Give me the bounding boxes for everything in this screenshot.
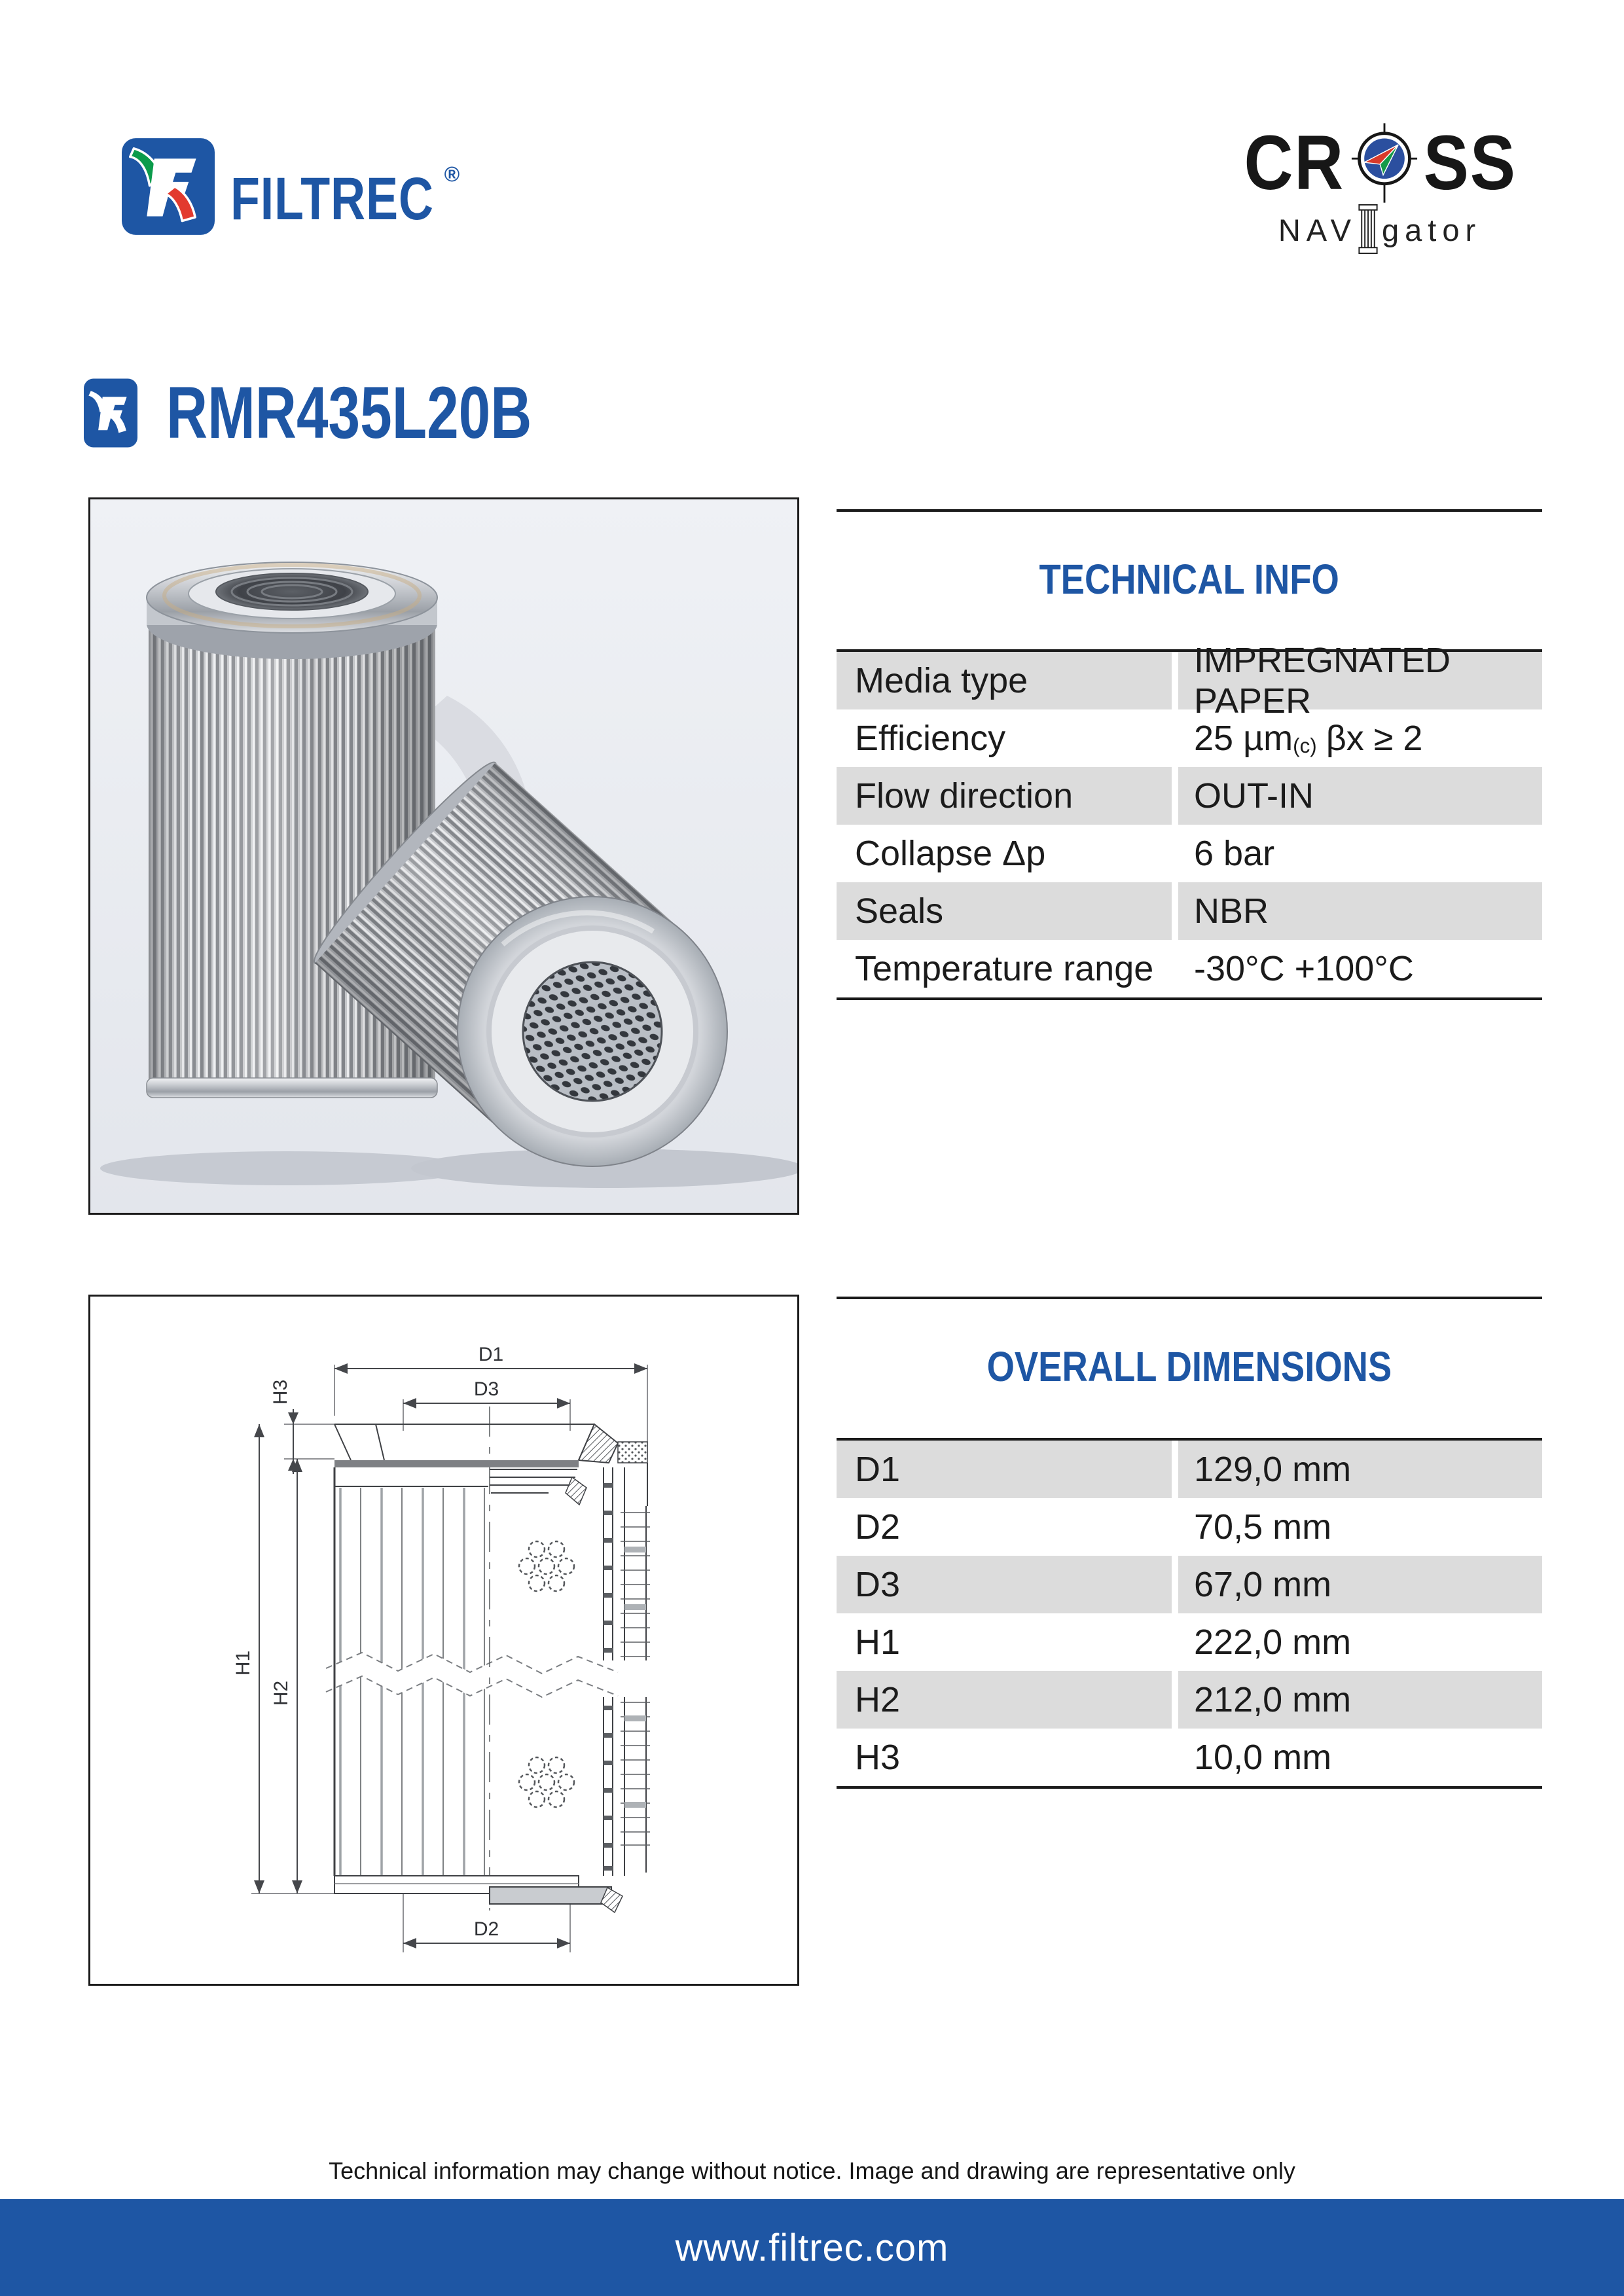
spec-label: Media type [837,652,1172,709]
spec-value: OUT-IN [1178,767,1542,825]
product-title-row [84,372,635,454]
table-row [837,767,1542,825]
spec-label: Efficiency [855,719,1006,758]
technical-info-title: TECHNICAL INFO [1039,556,1340,603]
overall-dimensions-section [837,1297,1542,1789]
spec-label: Temperature range [855,949,1154,988]
spec-value: 6 bar [1194,834,1275,873]
cross-logo-line2 [1278,204,1481,255]
top-plate [334,1460,579,1467]
overall-dimensions-title: OVERALL DIMENSIONS [986,1343,1392,1390]
technical-drawing [90,1297,797,1984]
dim-label: H3 [855,1738,901,1777]
spec-value: IMPREGNATED PAPER [1178,652,1542,709]
efficiency-subscript: (c) [1293,734,1317,757]
technical-info-section [837,509,1542,1000]
footer-bar [0,2199,1624,2296]
dim-label: H1 [855,1623,901,1662]
gasket-hatch [579,1424,618,1463]
table-row [837,940,1542,997]
brand-name: FILTREC [230,166,434,232]
section-rule [837,1297,1542,1299]
disclaimer-text: Technical information may change without notice. Image and drawing are representative only [329,2157,1295,2184]
section-rule [837,509,1542,512]
technical-drawing-panel [88,1295,799,1986]
table-row [837,1556,1542,1613]
spec-value: NBR [1178,882,1542,940]
dim-value: 10,0 mm [1194,1738,1332,1777]
registered-mark: ® [444,162,460,186]
table-row [837,882,1542,940]
dim-label-d1: D1 [478,1344,504,1365]
spec-value: -30°C +100°C [1194,949,1414,988]
product-code: RMR435L20B [166,372,532,454]
gator-text: gator [1382,212,1482,247]
table-row [837,709,1542,767]
dim-value: 129,0 mm [1178,1441,1542,1498]
overall-dimensions-table [837,1438,1542,1789]
dimension-labels [232,1344,503,1940]
cross-text-left: CR [1244,120,1345,206]
outer-media-bars [624,1547,646,1808]
table-row [837,1613,1542,1671]
product-photo [90,499,797,1213]
table-row [837,1729,1542,1786]
website-link[interactable]: www.filtrec.com [675,2226,949,2269]
table-row [837,1671,1542,1729]
dim-value: 212,0 mm [1178,1671,1542,1729]
dim-label: D2 [855,1507,901,1547]
dim-label-d2: D2 [473,1918,499,1940]
compass-icon [1350,122,1418,204]
filtrec-logo [122,126,460,247]
bottom-cap-right [490,1887,611,1904]
column-icon [1358,204,1378,254]
cross-logo-line1 [1237,122,1523,204]
filtrec-mark-icon [122,138,215,235]
dim-label: D3 [837,1556,1172,1613]
dim-label-h1: H1 [232,1650,254,1676]
spec-label: Collapse Δp [855,834,1046,873]
gasket-dots [618,1442,647,1463]
table-row [837,1498,1542,1556]
spec-label: Seals [837,882,1172,940]
product-photo-panel [88,497,799,1215]
break-mask [326,1653,618,1697]
table-row [837,1441,1542,1498]
seal-hatch-top [566,1477,586,1505]
filtrec-wordmark [230,126,460,247]
dim-label: H2 [837,1671,1172,1729]
dim-label: D1 [837,1441,1172,1498]
spec-label: Flow direction [837,767,1172,825]
cross-text-right: SS [1423,120,1517,206]
dim-label-h3: H3 [270,1379,291,1405]
nav-text: NAV [1278,212,1357,247]
table-row [837,641,1542,721]
dim-value: 67,0 mm [1178,1556,1542,1613]
dim-value: 222,0 mm [1194,1623,1352,1662]
technical-info-table [837,641,1542,1000]
table-row [837,825,1542,882]
dim-value: 70,5 mm [1194,1507,1332,1547]
dim-label-d3: D3 [473,1378,499,1400]
dim-label-h2: H2 [270,1680,292,1706]
spec-value: 25 µm (c) βx ≥ 2 [1194,719,1423,758]
cross-navigator-logo [1244,120,1517,255]
filtrec-mono-mark-icon [84,378,137,448]
